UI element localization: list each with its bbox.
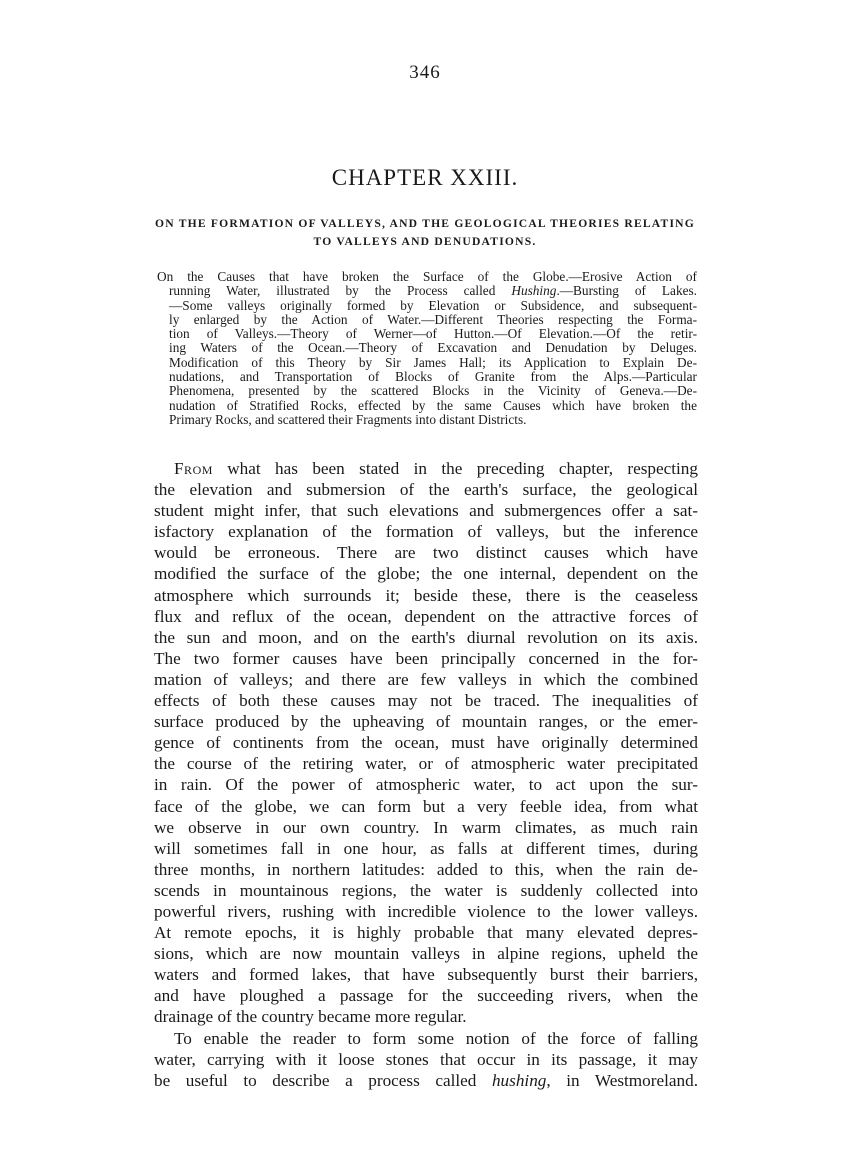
body-line: will sometimes fall in one hour, as falls at different times, during	[154, 838, 698, 858]
body-italic-term: hushing	[491, 1070, 547, 1090]
synopsis-line: nudation of Stratified Rocks, effected by the same Causes which have broken the	[169, 397, 697, 413]
body-line: powerful rivers, rushing with incredible violence to the lower valleys.	[154, 901, 698, 921]
body-line: scends in mountainous regions, the water is suddenly collected into	[154, 880, 698, 900]
body-line: three months, in northern latitudes: added to this, when the rain de-	[154, 859, 698, 879]
body-line: student might infer, that such elevations and submergences offer a sat-	[154, 501, 698, 521]
synopsis-line-text: .—Bursting of Lakes.	[556, 283, 697, 299]
body-line: At remote epochs, it is highly probable that many elevated depres-	[154, 923, 698, 943]
synopsis-line: Modification of this Theory by Sir James Hall; its Application to Explain De-	[169, 354, 697, 370]
body-line: effects of both these causes may not be traced. The inequalities of	[154, 691, 698, 711]
body-line: water, carrying with it loose stones that occur in its passage, it may	[154, 1049, 698, 1069]
body-line: we observe in our own country. In warm climates, as much rain	[154, 817, 698, 837]
body-line: modified the surface of the globe; the one internal, dependent on the	[154, 564, 698, 584]
synopsis-line: ing Waters of the Ocean.—Theory of Excavation and Denudation by Deluges.	[169, 340, 697, 356]
body-line: waters and formed lakes, that have subsequently burst their barriers,	[154, 965, 698, 985]
chapter-subtitle: ON THE FORMATION OF VALLEYS, AND THE GEOLOGICAL THEORIES RELATING TO VALLEYS AND DENUDATIONS.	[155, 217, 695, 248]
chapter-title: CHAPTER XXIII.	[331, 165, 519, 190]
chapter-synopsis	[157, 270, 697, 427]
body-line: would be erroneous. There are two distinct causes which have	[154, 543, 698, 563]
body-line: sions, which are now mountain valleys in alpine regions, upheld the	[154, 944, 698, 964]
body-line-text: , in Westmoreland.	[546, 1070, 698, 1090]
synopsis-italic-term: Hushing	[511, 283, 557, 299]
body-line: in rain. Of the power of atmospheric water, to act upon the sur-	[154, 775, 698, 795]
body-line: the course of the retiring water, or of atmospheric water precipitated	[154, 754, 698, 774]
synopsis-line: —Some valleys originally formed by Elevation or Subsidence, and subsequent-	[169, 297, 697, 313]
body-line: To enable the reader to form some notion of the force of falling	[174, 1028, 698, 1048]
synopsis-line: tion of Valleys.—Theory of Werner—of Hutton.—Of Elevation.—Of the retir-	[169, 326, 697, 342]
body-text	[154, 458, 698, 1091]
body-line	[154, 1070, 698, 1091]
body-line: surface produced by the upheaving of mountain ranges, or the emer-	[154, 712, 698, 732]
synopsis-line: nudations, and Transportation of Blocks of Granite from the Alps.—Particular	[169, 369, 697, 385]
synopsis-line: Primary Rocks, and scattered their Fragments into distant Districts.	[169, 411, 527, 427]
body-line: flux and reflux of the ocean, dependent on the attractive forces of	[154, 606, 698, 626]
body-line: drainage of the country became more regular.	[154, 1007, 467, 1027]
synopsis-line: On the Causes that have broken the Surface of the Globe.—Erosive Action of	[157, 269, 697, 284]
body-line: The two former causes have been principally concerned in the for-	[154, 648, 698, 668]
body-line-text: what has been stated in the preceding chapter, respecting	[212, 459, 698, 478]
page-number: 346	[409, 62, 441, 83]
body-line: gence of continents from the ocean, must have originally determined	[154, 733, 698, 753]
synopsis-line	[157, 284, 697, 298]
synopsis-line: ly enlarged by the Action of Water.—Different Theories respecting the Forma-	[169, 311, 697, 327]
body-line: isfactory explanation of the formation of valleys, but the inference	[154, 522, 698, 542]
body-line: atmosphere which surrounds it; beside these, there is the ceaseless	[154, 585, 698, 605]
body-line-text: be useful to describe a process called	[154, 1070, 492, 1090]
body-line: mation of valleys; and there are few valleys in which the combined	[154, 669, 698, 689]
body-line: the elevation and submersion of the earth's surface, the geological	[154, 480, 698, 500]
synopsis-line-text: running Water, illustrated by the Process called	[169, 283, 512, 299]
body-line	[154, 458, 698, 479]
drop-word: From	[174, 459, 213, 478]
body-line: and have ploughed a passage for the succeeding rivers, when the	[154, 986, 698, 1006]
synopsis-line: Phenomena, presented by the scattered Blocks in the Vicinity of Geneva.—De-	[169, 383, 697, 399]
body-line: the sun and moon, and on the earth's diurnal revolution on its axis.	[154, 627, 698, 647]
body-line: face of the globe, we can form but a very feeble idea, from what	[154, 796, 698, 816]
